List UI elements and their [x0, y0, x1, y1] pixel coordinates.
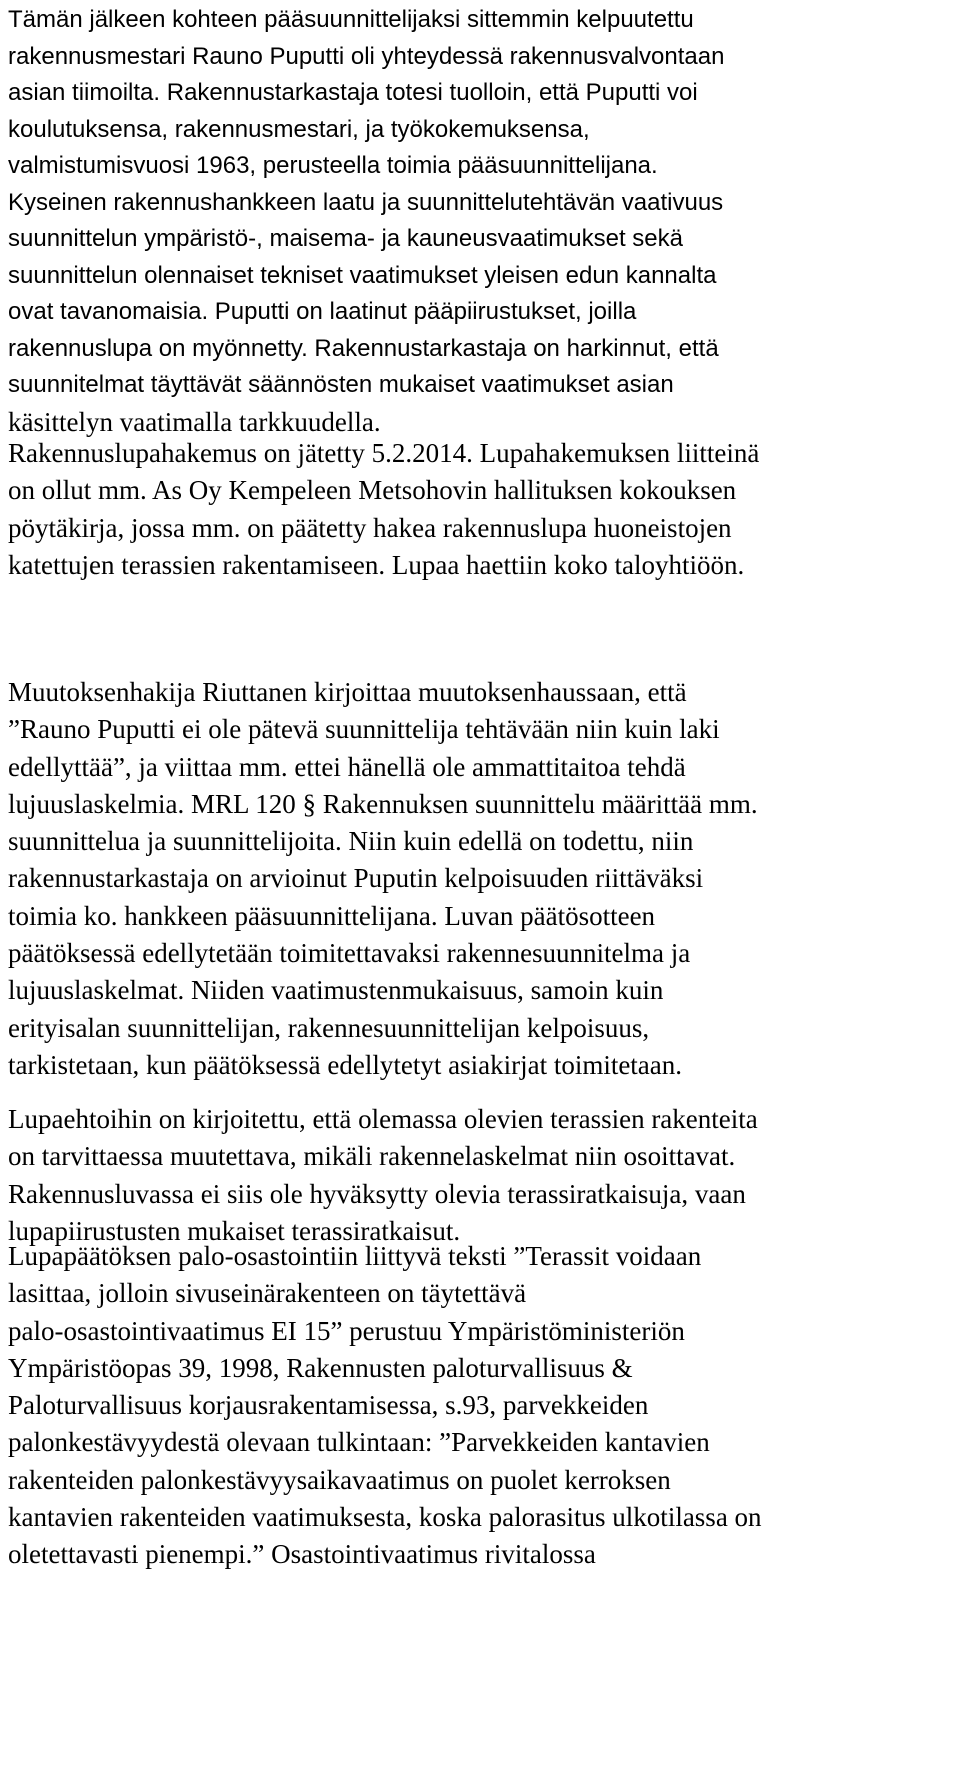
text-line: suunnittelun olennaiset tekniset vaatimukset yleisen edun kannalta: [8, 261, 717, 289]
text-line: koulutuksensa, rakennusmestari, ja työkokemuksensa,: [8, 115, 590, 143]
text-line: oletettavasti pienempi.” Osastointivaatimus rivitalossa: [8, 1539, 596, 1570]
text-line: asian tiimoilta. Rakennustarkastaja totesi tuolloin, että Puputti voi: [8, 79, 698, 106]
text-line: päätöksessä edellytetään toimitettavaksi rakennesuunnitelma ja: [8, 938, 691, 969]
text-line: rakennusmestari Rauno Puputti oli yhteydessä rakennusvalvontaan: [8, 42, 725, 70]
text-line: rakennustarkastaja on arvioinut Puputin kelpoisuuden riittäväksi: [8, 863, 704, 894]
text-line: Lupaehtoihin on kirjoitettu, että olemassa olevien terassien rakenteita: [8, 1104, 758, 1134]
text-line: lujuuslaskelmia. MRL 120 § Rakennuksen suunnittelu määrittää mm.: [8, 788, 758, 819]
text-line: palonkestävyydestä olevaan tulkintaan: ”Parvekkeiden kantavien: [8, 1427, 710, 1458]
text-line: Muutoksenhakija Riuttanen kirjoittaa muutoksenhaussaan, että: [8, 677, 687, 707]
text-line: rakenteiden palonkestävyysaikavaatimus on puolet kerroksen: [8, 1464, 671, 1495]
text-line: katettujen terassien rakentamiseen. Lupaa haettiin koko taloyhtiöön.: [8, 549, 745, 580]
text-line: suunnitelmat täyttävät säännösten mukaiset vaatimukset asian: [8, 371, 674, 398]
paragraph-architect-qualification: [8, 2, 952, 440]
text-line: toimia ko. hankkeen pääsuunnittelijana. Luvan päätösotteen: [8, 900, 656, 931]
text-line: kantavien rakenteiden vaatimuksesta, koska palorasitus ulkotilassa on: [8, 1502, 762, 1533]
paragraph-appeal-response: [8, 674, 952, 1084]
text-line: Kyseinen rakennushankkeen laatu ja suunnittelutehtävän vaativuus: [8, 188, 724, 216]
text-line: Rakennuslupahakemus on jätetty 5.2.2014. Lupahakemuksen liitteinä: [8, 438, 760, 468]
text-line: Rakennusluvassa ei siis ole hyväksytty olevia terassiratkaisuja, vaan: [8, 1178, 746, 1209]
paragraph-fire-compartment: [8, 1238, 952, 1574]
text-line: erityisalan suunnittelijan, rakennesuunnittelijan kelpoisuus,: [8, 1012, 650, 1043]
text-line: Paloturvallisuus korjausrakentamisessa, s.93, parvekkeiden: [8, 1390, 649, 1421]
text-line: Ympäristöopas 39, 1998, Rakennusten paloturvallisuus &: [8, 1352, 633, 1383]
text-line: lupapiirustusten mukaiset terassiratkaisut.: [8, 1215, 461, 1246]
text-line: on ollut mm. As Oy Kempeleen Metsohovin hallituksen kokouksen: [8, 475, 737, 506]
text-line: suunnittelun ympäristö-, maisema- ja kauneusvaatimukset sekä: [8, 225, 683, 252]
paragraph-permit-application: [8, 435, 952, 584]
text-line: ”Rauno Puputti ei ole pätevä suunnittelija tehtävään niin kuin laki: [8, 714, 720, 745]
text-line: käsittelyn vaatimalla tarkkuudella.: [8, 406, 381, 437]
text-line: lujuuslaskelmat. Niiden vaatimustenmukaisuus, samoin kuin: [8, 975, 664, 1006]
text-line: Lupapäätöksen palo-osastointiin liittyvä teksti ”Terassit voidaan: [8, 1241, 702, 1271]
text-line: ovat tavanomaisia. Puputti on laatinut pääpiirustukset, joilla: [8, 298, 637, 325]
text-line: edellyttää”, ja viittaa mm. ettei hänellä ole ammattitaitoa tehdä: [8, 751, 686, 782]
text-line: on tarvittaessa muutettava, mikäli rakennelaskelmat niin osoittavat.: [8, 1141, 736, 1172]
text-line: rakennuslupa on myönnetty. Rakennustarkastaja on harkinnut, että: [8, 334, 719, 362]
text-line: lasittaa, jolloin sivuseinärakenteen on täytettävä: [8, 1278, 527, 1309]
text-line: tarkistetaan, kun päätöksessä edellytetyt asiakirjat toimitetaan.: [8, 1049, 683, 1080]
text-line: valmistumisvuosi 1963, perusteella toimia pääsuunnittelijana.: [8, 152, 658, 179]
text-line: pöytäkirja, jossa mm. on päätetty hakea rakennuslupa huoneistojen: [8, 512, 732, 543]
paragraph-permit-conditions: [8, 1101, 952, 1250]
text-line: suunnittelua ja suunnittelijoita. Niin kuin edellä on todettu, niin: [8, 826, 694, 857]
text-line: Tämän jälkeen kohteen pääsuunnittelijaksi sittemmin kelpuutettu: [8, 6, 694, 33]
text-line: palo-osastointivaatimus EI 15” perustuu Ympäristöministeriön: [8, 1315, 685, 1346]
